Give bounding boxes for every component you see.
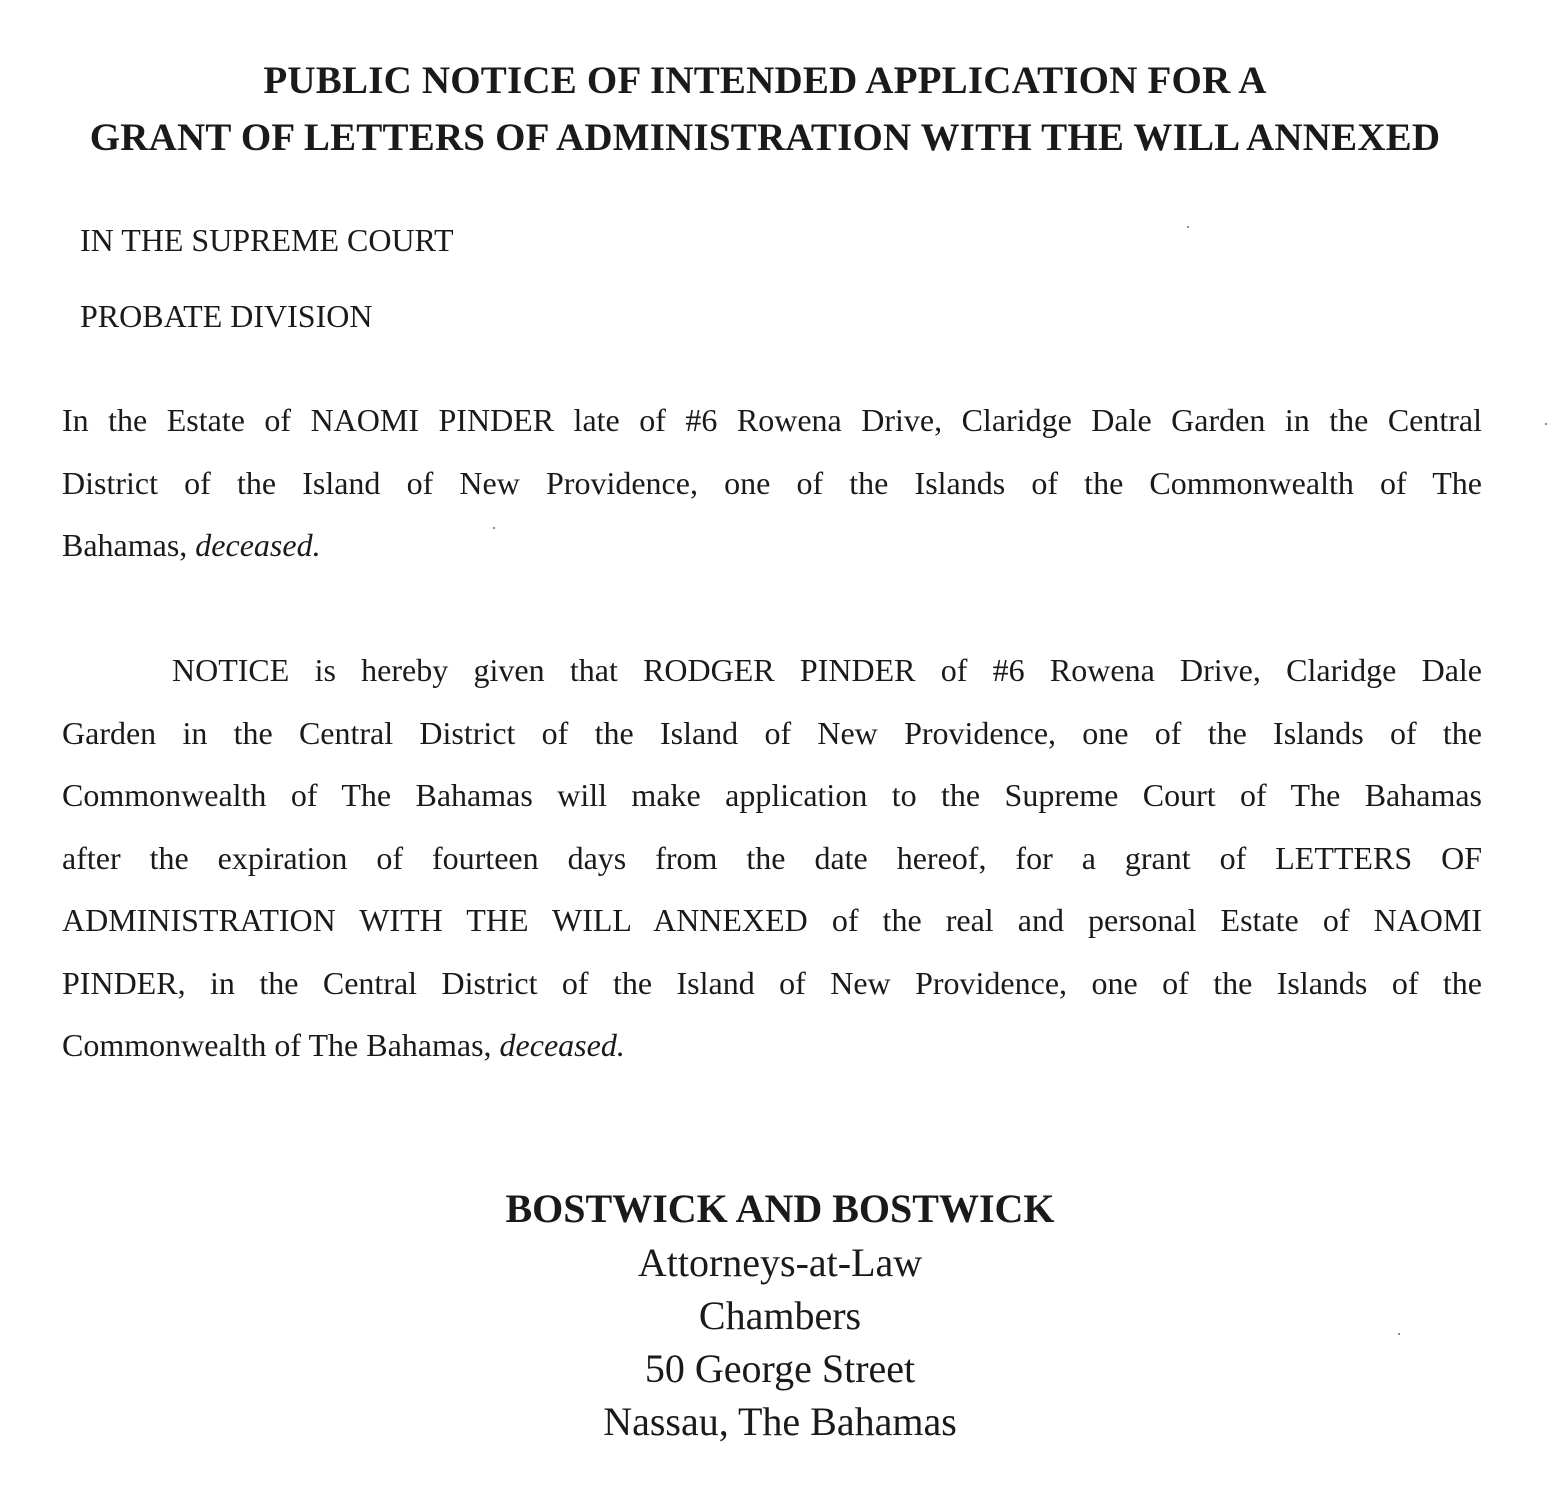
estate-paragraph <box>62 389 1482 577</box>
firm-city: Nassau, The Bahamas <box>603 1399 957 1444</box>
estate-line-3-text: Bahamas, <box>62 527 196 563</box>
notice-line-7-text: Commonwealth of The Bahamas, <box>62 1027 500 1063</box>
estate-line-2: District of the Island of New Providence, one of the Islands of the Commonwealth of The <box>62 464 1482 501</box>
notice-line-7 <box>62 1014 1482 1077</box>
notice-title <box>0 52 1530 166</box>
notice-line-5: ADMINISTRATION WITH THE WILL ANNEXED of the real and personal Estate of NAOMI <box>62 902 1482 938</box>
title-line-1: PUBLIC NOTICE OF INTENDED APPLICATION FOR A <box>263 59 1267 102</box>
notice-paragraph <box>62 639 1482 1077</box>
notice-line-4: after the expiration of fourteen days from the date hereof, for a grant of LETTERS OF <box>62 839 1482 876</box>
firm-street: 50 George Street <box>644 1346 916 1391</box>
notice-line-6: PINDER, in the Central District of the Island of New Providence, one of the Islands of the <box>62 964 1482 1001</box>
notice-line-2: Garden in the Central District of the Island of New Providence, one of the Islands of the <box>62 714 1482 751</box>
notice-line-3: Commonwealth of The Bahamas will make application to the Supreme Court of The Bahamas <box>62 777 1482 813</box>
court-division: PROBATE DIVISION <box>80 298 373 334</box>
firm-name: BOSTWICK AND BOSTWICK <box>505 1186 1055 1231</box>
firm-office: Chambers <box>698 1293 862 1338</box>
notice-deceased-italic: deceased. <box>499 1027 625 1063</box>
signature-block <box>0 1182 1560 1448</box>
estate-deceased-italic: deceased. <box>195 527 321 563</box>
scan-speck <box>1545 423 1547 425</box>
scan-speck <box>1187 226 1189 228</box>
scan-speck <box>1398 1333 1400 1335</box>
estate-line-1: In the Estate of NAOMI PINDER late of #6 Rowena Drive, Claridge Dale Garden in the Central <box>62 402 1482 438</box>
title-line-2: GRANT OF LETTERS OF ADMINISTRATION WITH THE WILL ANNEXED <box>89 116 1441 159</box>
firm-role: Attorneys-at-Law <box>637 1240 923 1285</box>
court-name: IN THE SUPREME COURT <box>80 222 454 258</box>
estate-line-3 <box>62 514 1482 577</box>
scan-speck <box>493 527 495 529</box>
notice-line-1: NOTICE is hereby given that RODGER PINDER of #6 Rowena Drive, Claridge Dale <box>172 652 1482 688</box>
